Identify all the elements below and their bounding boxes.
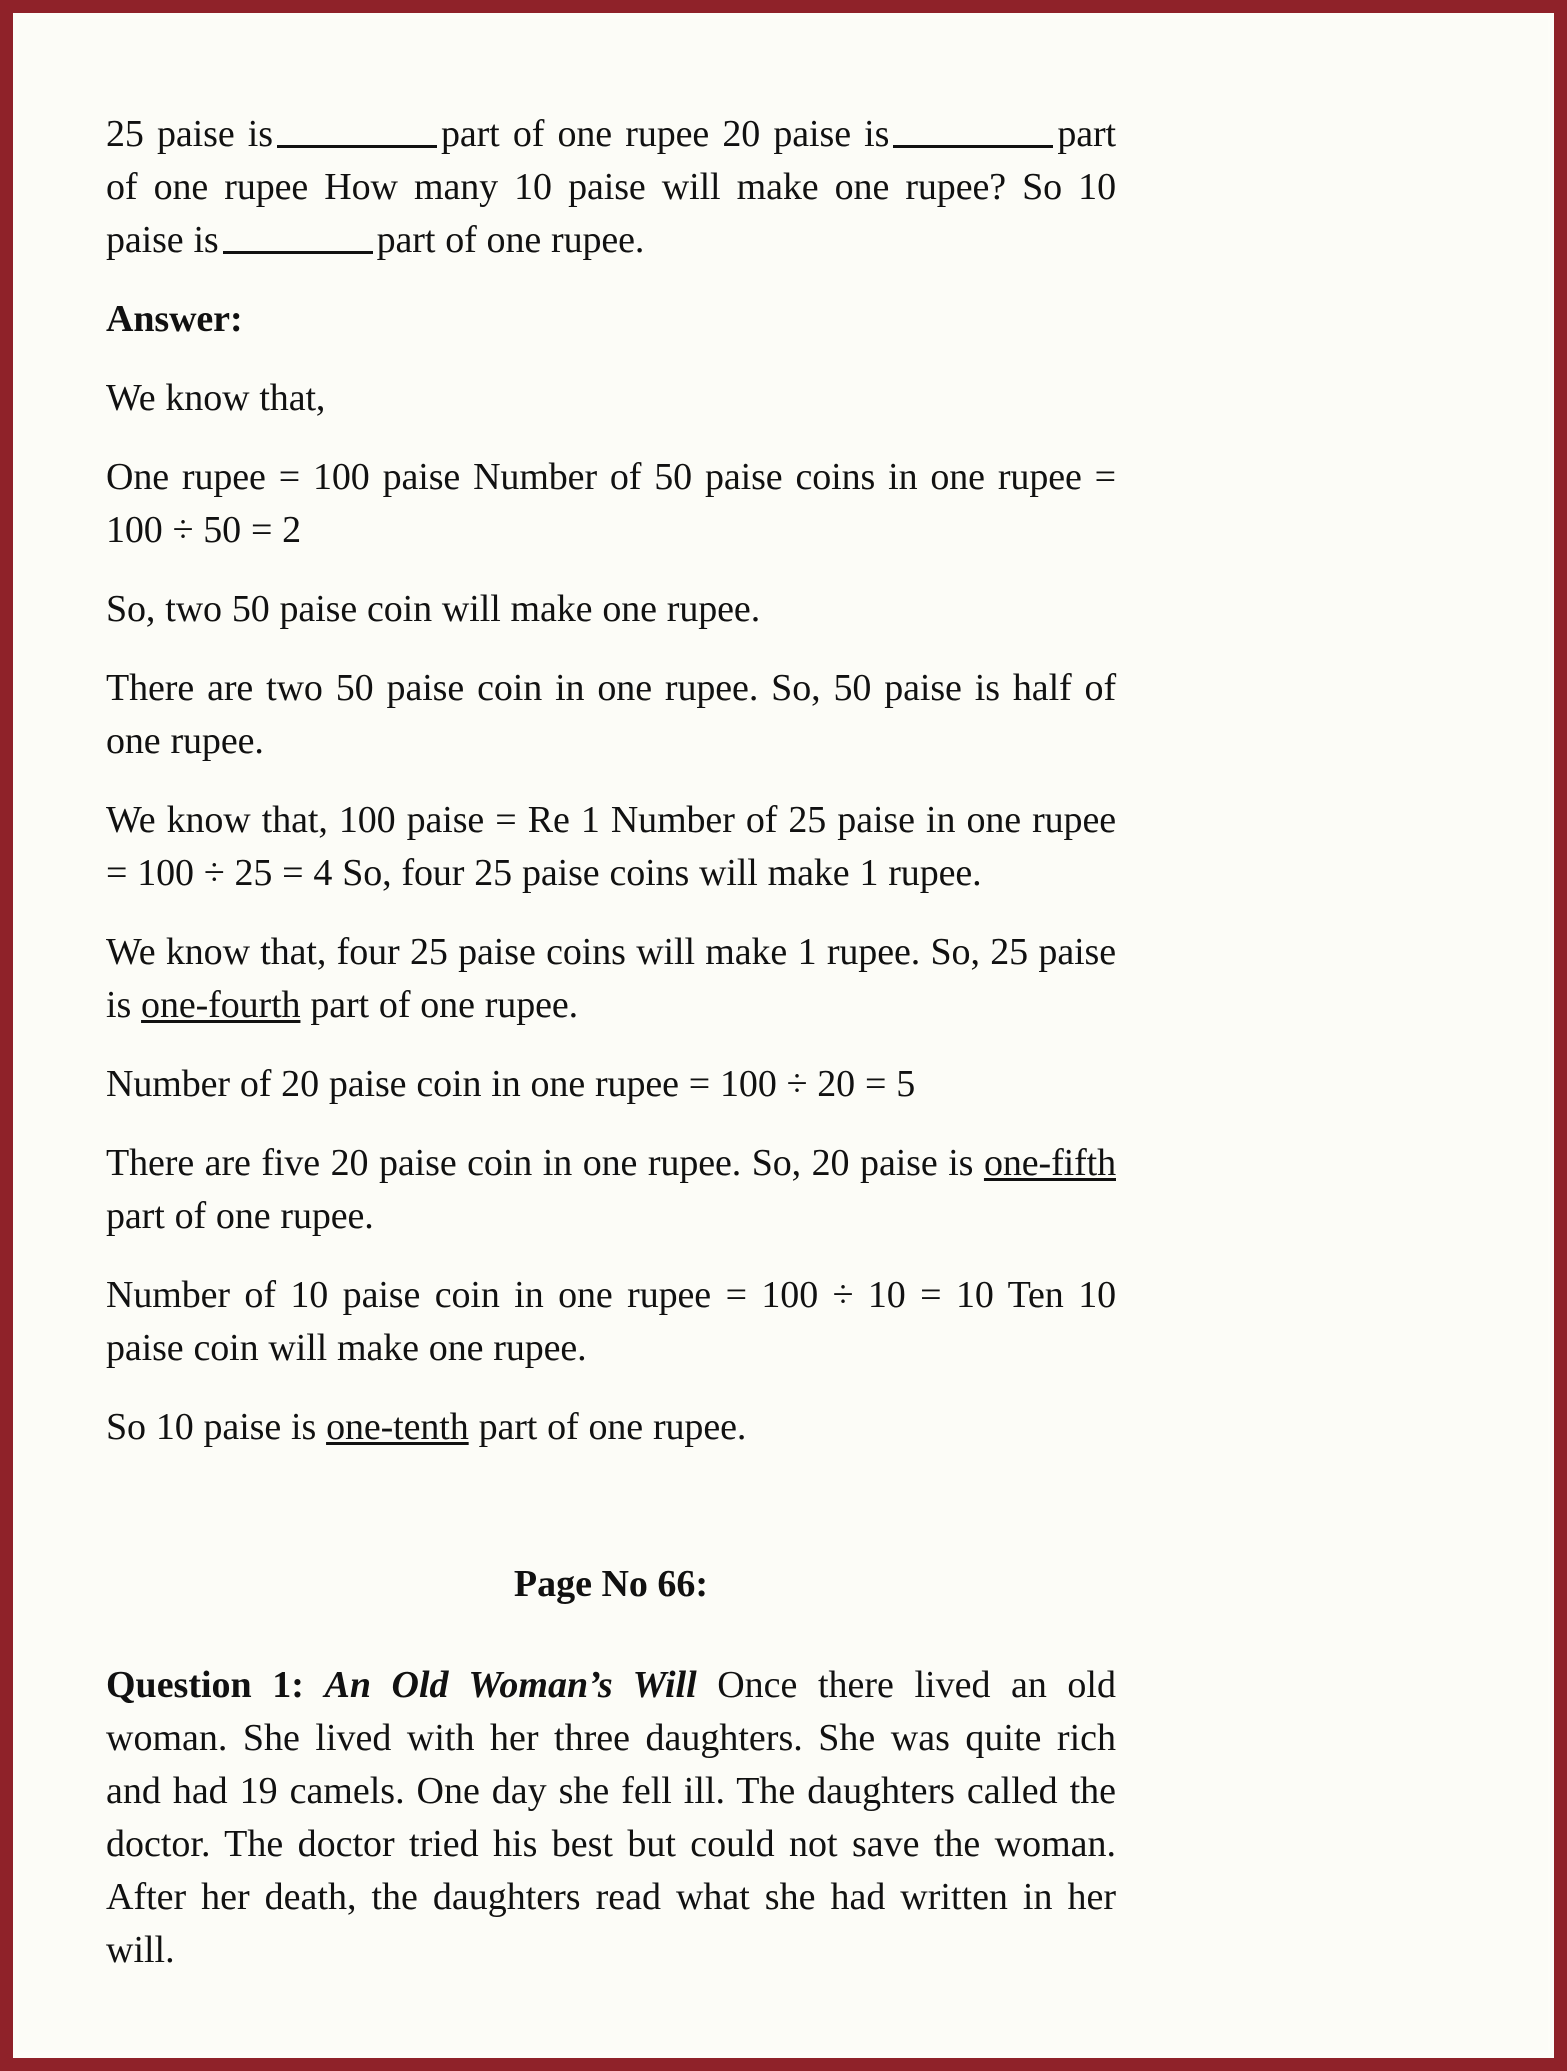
fill-blank-1[interactable]: [277, 119, 437, 148]
question-1-body: Once there lived an old woman. She lived with her three daughters. She was quite rich and had 19 camels. One day she fell ill. The daughters called the doctor. The doctor tried his best but could not save the woman. After her death, the daughters read what she had written in her will.: [106, 1664, 1116, 1971]
question-1-title: An Old Woman’s Will: [324, 1664, 697, 1706]
answer-6-text-after: part of one rupee.: [300, 984, 579, 1026]
answer-paragraph-1: We know that,: [106, 377, 326, 419]
answer-10-underlined-term: one-tenth: [326, 1406, 469, 1448]
answer-paragraph-5: We know that, 100 paise = Re 1 Number of 25 paise in one rupee = 100 ÷ 25 = 4 So, four 25 paise coins will make 1 rupee.: [106, 799, 1116, 894]
page-number-heading: Page No 66:: [513, 1563, 709, 1605]
fill-blank-2[interactable]: [893, 119, 1053, 148]
answer-paragraph-4: There are two 50 paise coin in one rupee. So, 50 paise is half of one rupee.: [106, 667, 1116, 762]
answer-10-text-after: part of one rupee.: [468, 1406, 747, 1448]
answer-paragraph-8: [106, 1137, 1116, 1243]
answer-6-text-before: We know that, four 25 paise coins will make 1 rupee. So, 25 paise is: [106, 931, 1116, 1026]
prompt-part-3: part of one rupee How many 10 paise will make one rupee? So 10 paise is: [106, 113, 1117, 261]
prompt-part-4: part of one rupee.: [376, 219, 645, 261]
heading-spacer: [106, 1611, 1116, 1659]
answer-paragraph-7: Number of 20 paise coin in one rupee = 100 ÷ 20 = 5: [106, 1063, 916, 1105]
answer-8-underlined-term: one-fifth: [983, 1142, 1116, 1184]
answer-paragraph-2: One rupee = 100 paise Number of 50 paise coins in one rupee = 100 ÷ 50 = 2: [106, 456, 1116, 551]
answer-8-text-before: There are five 20 paise coin in one rupee. So, 20 paise is: [106, 1142, 984, 1184]
question-1-paragraph: [106, 1659, 1116, 1977]
answer-paragraph-10: [106, 1401, 1116, 1454]
page-border-inner: [9, 9, 1558, 2062]
question-prompt-paragraph: [106, 108, 1116, 267]
answer-paragraph-6: [106, 926, 1116, 1032]
fill-blank-3[interactable]: [223, 225, 373, 254]
document-page: [19, 19, 1548, 2052]
answer-heading: Answer:: [106, 298, 243, 340]
section-spacer: [106, 1480, 1116, 1558]
answer-8-text-after: part of one rupee.: [106, 1195, 374, 1237]
prompt-part-2: part of one rupee 20 paise is: [440, 113, 890, 155]
answer-10-text-before: So 10 paise is: [106, 1406, 327, 1448]
answer-6-underlined-term: one-fourth: [141, 984, 301, 1026]
answer-paragraph-3: So, two 50 paise coin will make one rupee.: [106, 588, 761, 630]
answer-paragraph-9: Number of 10 paise coin in one rupee = 100 ÷ 10 = 10 Ten 10 paise coin will make one rupee.: [106, 1274, 1116, 1369]
prompt-part-1: 25 paise is: [106, 113, 273, 155]
document-content: [106, 108, 1116, 1977]
question-1-label: Question 1:: [106, 1664, 304, 1706]
